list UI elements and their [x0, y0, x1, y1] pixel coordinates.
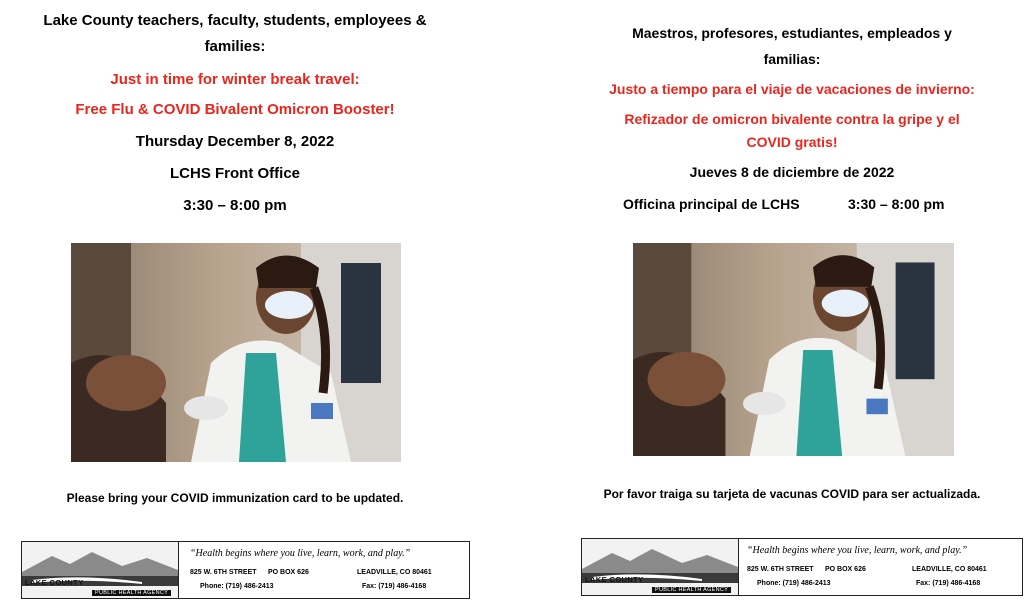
vaccination-photo: [71, 243, 401, 462]
event-location: LCHS Front Office: [170, 165, 300, 182]
footer-fax: Fax: (719) 486-4168: [362, 583, 427, 590]
agency-logo: [22, 542, 179, 598]
event-time: 3:30 – 8:00 pm: [848, 196, 945, 212]
event-date: Thursday December 8, 2022: [135, 133, 335, 150]
spanish-flyer: [560, 0, 1024, 609]
footer-city: LEADVILLE, CO 80461: [912, 566, 987, 573]
nurse-vaccinating-patient-photo-icon: [633, 243, 954, 456]
footer-phone: Phone: (719) 486-2413: [200, 583, 274, 590]
event-location: Officina principal de LCHS: [623, 196, 800, 212]
footer-street: 825 W. 6TH STREET: [190, 569, 257, 576]
footer-pobox: PO BOX 626: [825, 566, 866, 573]
english-flyer: [0, 0, 470, 609]
heading-line-2: families:: [204, 38, 266, 55]
heading-line-1: Lake County teachers, faculty, students, employees &: [43, 12, 427, 29]
footer-banner: [21, 541, 470, 599]
bring-card-note: Por favor traiga su tarjeta de vacunas COVID para ser actualizada.: [603, 487, 981, 501]
logo-agency-text: PUBLIC HEALTH AGENCY: [652, 587, 731, 593]
footer-pobox: PO BOX 626: [268, 569, 309, 576]
footer-quote: “Health begins where you live, learn, work, and play.”: [747, 545, 968, 556]
red-line-2: Free Flu & COVID Bivalent Omicron Booster!: [75, 101, 395, 118]
bring-card-note: Please bring your COVID immunization card to be updated.: [66, 491, 404, 505]
footer-city: LEADVILLE, CO 80461: [357, 569, 432, 576]
heading-line-1: Maestros, profesores, estudiantes, empleados y: [632, 25, 952, 41]
nurse-vaccinating-patient-photo-icon: [71, 243, 401, 462]
agency-logo: [582, 539, 739, 595]
footer-quote: “Health begins where you live, learn, work, and play.”: [190, 548, 411, 559]
red-line-3: COVID gratis!: [746, 134, 838, 150]
event-date: Jueves 8 de diciembre de 2022: [689, 164, 895, 180]
red-line-1: Justo a tiempo para el viaje de vacaciones de invierno:: [609, 81, 975, 97]
logo-county-text: LAKE COUNTY: [25, 578, 84, 587]
heading-line-2: familias:: [763, 51, 821, 67]
red-line-1: Just in time for winter break travel:: [110, 71, 360, 88]
vaccination-photo: [633, 243, 954, 456]
red-line-2: Refizador de omicron bivalente contra la gripe y el: [624, 111, 960, 127]
footer-fax: Fax: (719) 486-4168: [916, 580, 981, 587]
footer-banner: [581, 538, 1023, 596]
logo-county-text: LAKE COUNTY: [585, 575, 644, 584]
event-time: 3:30 – 8:00 pm: [183, 197, 287, 214]
footer-phone: Phone: (719) 486-2413: [757, 580, 831, 587]
footer-street: 825 W. 6TH STREET: [747, 566, 814, 573]
logo-agency-text: PUBLIC HEALTH AGENCY: [92, 590, 171, 596]
